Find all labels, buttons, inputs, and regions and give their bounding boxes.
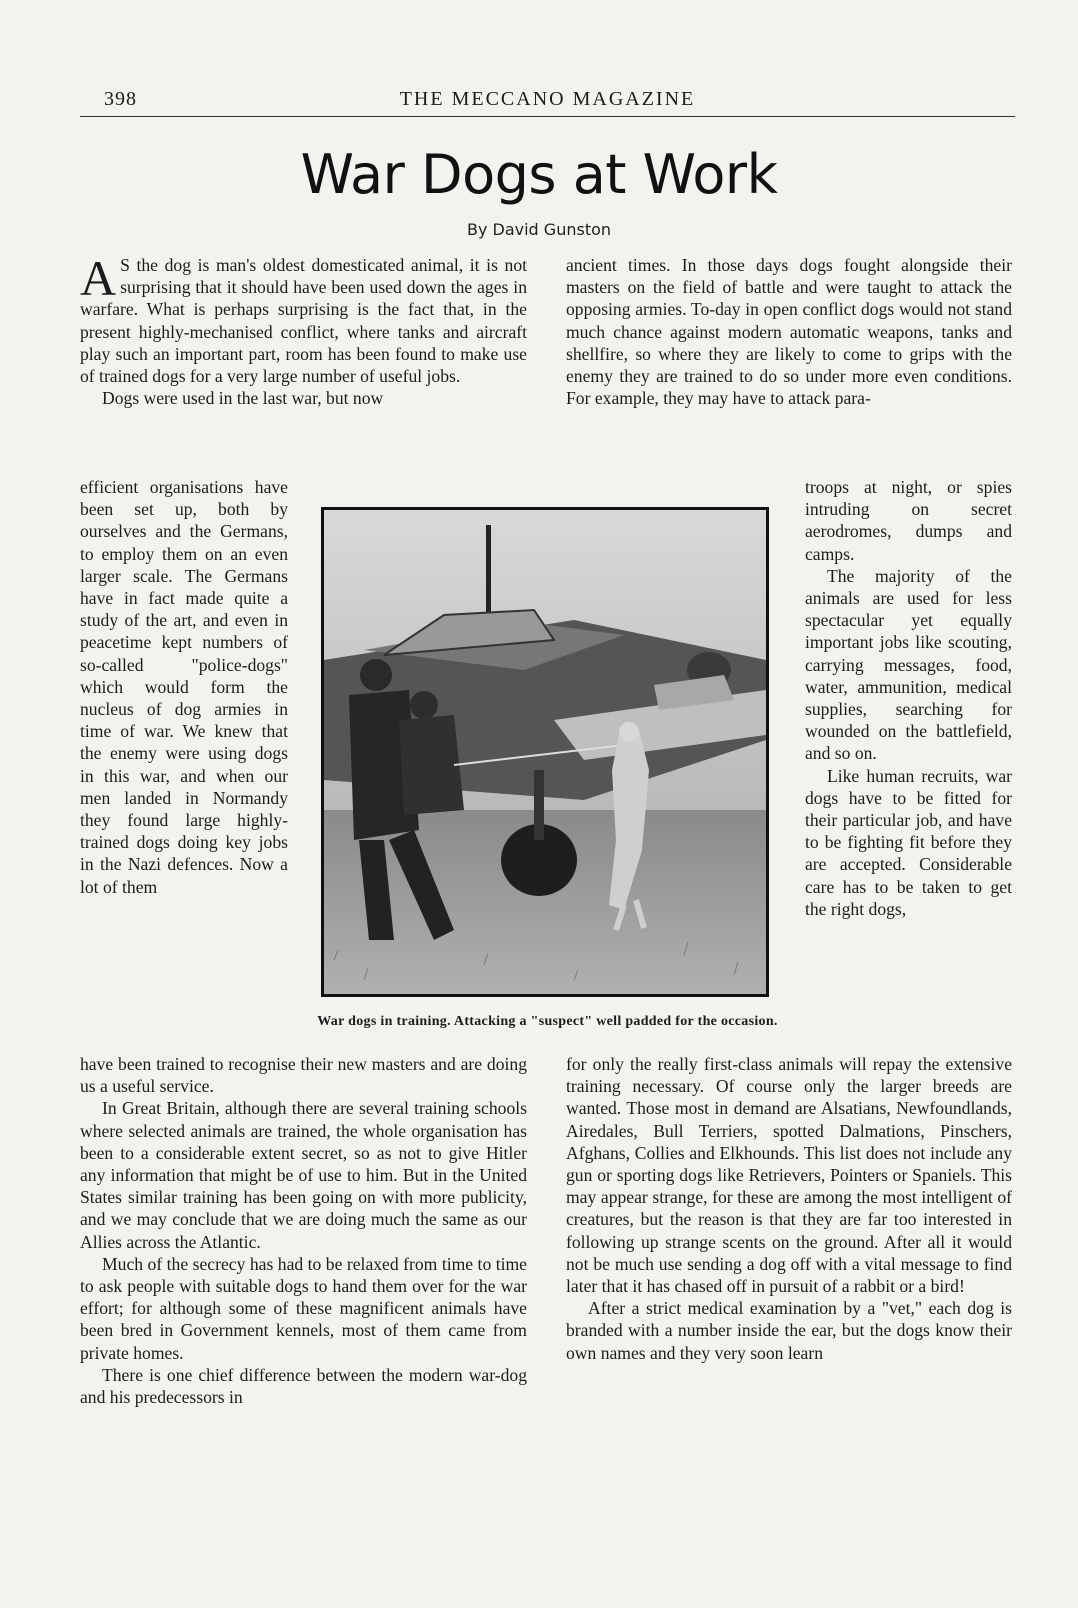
article-byline: By David Gunston xyxy=(466,220,612,239)
paragraph: In Great Britain, although there are several training schools where selected animals are trained, the whole organisation has been to a considerable extent secret, so as not to give Hitler any information that might be of use to him. But in the United States similar training has been going on with more publicity, and we may conclude that we are doing much the same as our Allies across the Atlantic. xyxy=(80,1098,527,1252)
war-dogs-photo xyxy=(321,507,769,997)
paragraph: Much of the secrecy has had to be relaxed from time to time to ask people with suitable dogs to hand them over for the war effort; for although some of these magnificent animals have been bred in Government kennels, most of them came from private homes. xyxy=(80,1253,527,1363)
paragraph: troops at night, or spies intruding on secret aerodromes, dumps and camps. xyxy=(805,477,1012,564)
paragraph: have been trained to recognise their new masters and are doing us a useful service. xyxy=(80,1054,527,1097)
paragraph: for only the really first-class animals will repay the extensive training necessary. Of course only the larger breeds are wanted. Those most in demand are Alsatians, Newfoundlands, Airedales, Bull Terriers, spotted Dalmations, Pinschers, Afghans, Collies and Elkhounds. This list does not include any gun or sporting dogs like Retrievers, Pointers or Spaniels. This may appear strange, for these are among the most intelligent of creatures, but the reason is that they are far too interested in following up strange scents on the ground. After all it would not be much use sending a dog off with a vital message to find later that it has chased off in pursuit of a rabbit or a bird! xyxy=(566,1054,1012,1297)
paragraph: There is one chief difference between the modern war-dog and his predecessors in xyxy=(80,1364,527,1408)
paragraph: The majority of the animals are used for less spectacular yet equally important jobs like scouting, carrying messages, food, water, ammunition, medical supplies, searching for wounded on the battlefield, and so on. xyxy=(805,565,1012,764)
right-column-bottom xyxy=(566,1053,1012,1364)
paragraph: ancient times. In those days dogs fought alongside their masters on the field of battle and were taught to attack the opposing armies. To-day in open conflict dogs would not stand much chance against modern automatic weapons, tanks and shellfire, so where they are likely to come to grips with the enemy they are trained to do so under more even conditions. For example, they may have to attack para- xyxy=(566,255,1012,409)
page-number: 398 xyxy=(104,88,137,110)
paragraph xyxy=(80,250,527,387)
right-column-narrow xyxy=(805,476,1012,920)
left-column-narrow xyxy=(80,476,288,898)
photo-caption: War dogs in training. Attacking a "suspect" well padded for the occasion. xyxy=(317,1014,778,1029)
left-column-top xyxy=(80,250,527,409)
photo-illustration xyxy=(324,510,766,994)
page-header xyxy=(80,86,1015,117)
paragraph: After a strict medical examination by a "vet," each dog is branded with a number inside the ear, but the dogs know their own names and they very soon learn xyxy=(566,1298,1012,1363)
paragraph: Dogs were used in the last war, but now xyxy=(102,388,384,409)
left-column-bottom xyxy=(80,1053,527,1408)
right-column-top xyxy=(566,254,1012,409)
article-title: War Dogs at Work xyxy=(300,143,778,206)
drop-cap: A xyxy=(80,250,117,306)
paragraph-text: S the dog is man's oldest domesticated animal, it is not surprising that it should have been used down the ages in warfare. What is perhaps surprising is the fact that, in the present highly-mechanised conflict, where tanks and aircraft play such an important part, room has been found to make use of trained dogs for a very large number of useful jobs. xyxy=(80,255,527,387)
magazine-title: THE MECCANO MAGAZINE xyxy=(399,88,696,110)
paragraph: Like human recruits, war dogs have to be fitted for their particular job, and have to be fighting fit before they are accepted. Considerable care has to be taken to get the right dogs, xyxy=(805,765,1012,919)
paragraph: efficient organisations have been set up, both by ourselves and the Germans, to employ them on an even larger scale. The Germans have in fact made quite a study of the art, and even in peacetime kept numbers of so-called "police-dogs" which would form the nucleus of dog armies in time of war. We knew that the enemy were using dogs in this war, and when our men landed in Normandy they found large highly-trained dogs doing key jobs in the Nazi defences. Now a lot of them xyxy=(80,477,288,897)
